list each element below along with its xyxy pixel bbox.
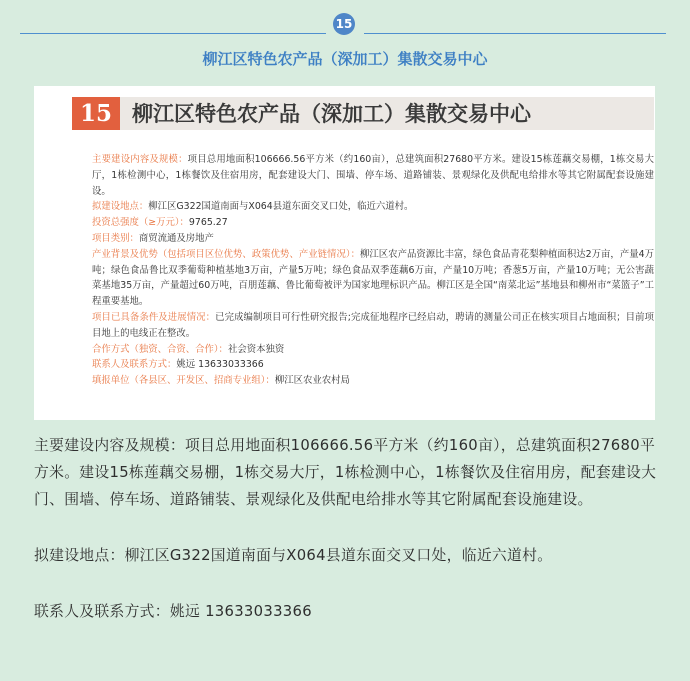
document-body bbox=[72, 152, 654, 389]
doc-row-scale bbox=[72, 152, 654, 199]
doc-row-value: 项目总用地面积106666.56平方米（约160亩），总建筑面积27680平方米。建设15栋莲藕交易棚，1栋交易大厅，1栋检测中心，1栋餐饮及住宿用房，配套建设大门、围墙、停车场、道路铺装、景观绿化及供配电给排水等其它附属配套设施建设。 bbox=[92, 154, 654, 197]
doc-row-label: 联系人及联系方式： bbox=[92, 359, 177, 371]
divider-left bbox=[20, 33, 326, 34]
section-number-badge: 15 bbox=[333, 13, 355, 35]
doc-row-value: 柳江区G322国道南面与X064县道东面交叉口处，临近六道村。 bbox=[148, 201, 414, 213]
summary-location: 拟建设地点：柳江区G322国道南面与X064县道东面交叉口处，临近六道村。 bbox=[34, 547, 553, 564]
doc-row-investment bbox=[72, 215, 654, 231]
doc-row-background bbox=[72, 247, 654, 310]
doc-row-progress bbox=[72, 310, 654, 342]
doc-row-contact bbox=[72, 357, 654, 373]
doc-row-value: 柳江区农业农村局 bbox=[274, 375, 350, 387]
doc-row-value: 社会资本独资 bbox=[227, 343, 285, 355]
project-document-image bbox=[34, 86, 655, 420]
doc-row-label: 项目类别： bbox=[92, 232, 139, 244]
doc-row-value: 姚远 13633033366 bbox=[176, 359, 264, 371]
summary-contact: 联系人及联系方式：姚远 13633033366 bbox=[34, 603, 312, 620]
doc-row-label: 合作方式（独资、合资、合作）： bbox=[92, 343, 228, 355]
doc-row-label: 投资总强度（≥万元）： bbox=[92, 217, 189, 229]
doc-row-label: 产业背景及优势（包括项目区位优势、政策优势、产业链情况）： bbox=[92, 248, 360, 260]
document-header bbox=[72, 97, 654, 130]
doc-row-unit bbox=[72, 373, 654, 389]
doc-row-value: 已完成编制项目可行性研究报告;完成征地程序已经启动，聘请的测量公司正在核实项目占地面积；目前项目地上的电线正在整改。 bbox=[92, 311, 654, 339]
divider-right bbox=[364, 33, 666, 34]
summary-main: 主要建设内容及规模：项目总用地面积106666.56平方米（约160亩），总建筑面积27680平方米。建设15栋莲藕交易棚，1栋交易大厅，1栋检测中心，1栋餐饮及住宿用房，配套建设大门、围墙、停车场、道路铺装、景观绿化及供配电给排水等其它附属配套设施建设。 bbox=[34, 437, 657, 508]
document-number: 15 bbox=[72, 97, 120, 130]
doc-row-label: 主要建设内容及规模： bbox=[92, 154, 188, 165]
document-title: 柳江区特色农产品（深加工）集散交易中心 bbox=[132, 101, 531, 126]
doc-row-category bbox=[72, 231, 654, 247]
spacer bbox=[34, 513, 660, 542]
section-title: 柳江区特色农产品（深加工）集散交易中心 bbox=[202, 50, 488, 68]
doc-row-cooperation bbox=[72, 342, 654, 358]
summary-text bbox=[34, 432, 660, 625]
doc-row-label: 项目已具备条件及进展情况： bbox=[92, 311, 216, 323]
doc-row-label: 拟建设地点： bbox=[92, 201, 149, 213]
doc-row-value: 商贸流通及房地产 bbox=[138, 232, 214, 244]
doc-row-value: 柳江区农产品资源比丰富，绿色食品青花梨种植面积达2万亩，产量4万吨；绿色食品鲁比双季葡萄种植基地3万亩，产量5万吨；绿色食品双季莲藕6万亩，产量10万吨；香葱5万亩，产量10万吨；无公害蔬菜基地35万亩，产量超过60万吨，百朋莲藕、鲁比葡萄被评为国家地理标识产品。柳江区是全国“南菜北运”基地县和柳州市“菜篮子”工程重要基地。 bbox=[92, 248, 654, 308]
doc-row-location bbox=[72, 199, 654, 215]
spacer bbox=[34, 569, 660, 598]
doc-row-label: 填报单位（各县区、开发区、招商专业组）： bbox=[92, 375, 275, 387]
doc-row-value: 9765.27 bbox=[188, 217, 228, 229]
